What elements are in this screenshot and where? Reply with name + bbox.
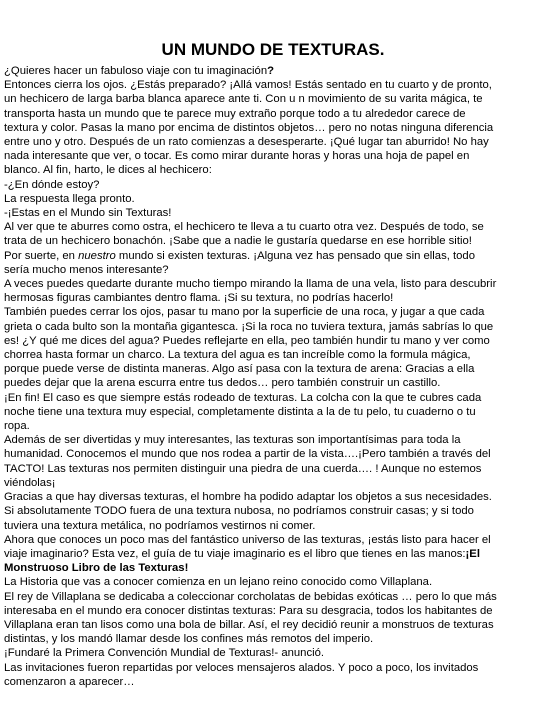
- text-line: [4, 618, 536, 632]
- text-run: A veces puedes quedarte durante mucho tiempo mirando la llama de una vela, listo para descubrir: [4, 278, 497, 291]
- text-line: [4, 305, 536, 319]
- text-line: [4, 575, 536, 589]
- text-run: Monstruoso Libro de las Texturas!: [4, 562, 189, 575]
- text-run: -¡Estas en el Mundo sin Texturas!: [4, 207, 172, 220]
- text-run: sería mucho menos interesante?: [4, 263, 169, 276]
- text-run: grieta o cada bulto son la montaña gigantesca. ¡Si la roca no tuviera textura, jamás sabrías lo que: [4, 320, 494, 333]
- text-run: nada interesante que ver, o tocar. Es como mirar durante horas y horas una hoja de papel en: [4, 150, 470, 163]
- text-line: [4, 206, 536, 220]
- text-run: hermosas figuras cambiantes dentro flama. ¡Si su textura, no podrías hacerlo!: [4, 292, 394, 305]
- text-line: [4, 334, 536, 348]
- text-run: ¿Quieres hacer un fabuloso viaje con tu imaginación: [4, 65, 268, 77]
- text-run: Las invitaciones fueron repartidas por veloces mensajeros alados. Y poco a poco, los invitados: [4, 661, 479, 674]
- text-run: ¡El: [465, 547, 480, 560]
- text-run: ?: [267, 65, 275, 77]
- text-line: [4, 391, 536, 405]
- text-run: distintas, y los mandó llamar desde los confines más remotos del imperio.: [4, 633, 374, 646]
- text-run: Si absolutamente TODO fuera de una textura nubosa, no podríamos construir casas; y si todo: [4, 505, 474, 518]
- text-line: [4, 533, 536, 547]
- text-run: tuviera una textura metálica, no podríamos vestirnos ni comer.: [4, 519, 316, 532]
- text-line: [4, 149, 536, 163]
- text-run: ¡En fin! El caso es que siempre estás rodeado de texturas. La colcha con la que te cubres cada: [4, 391, 482, 404]
- text-run: -¿En dónde estoy?: [4, 178, 100, 191]
- document-title: UN MUNDO DE TEXTURAS.: [161, 40, 385, 59]
- text-run: La respuesta llega pronto.: [4, 192, 135, 205]
- text-run: Por suerte, en: [4, 249, 79, 262]
- text-line: [4, 447, 536, 461]
- text-run: mundo si existen texturas. ¡Alguna vez has pensado que sin ellas, todo: [115, 249, 476, 262]
- document-page: [4, 40, 536, 689]
- text-line: [4, 234, 536, 248]
- text-line: [4, 504, 536, 518]
- text-run: Ahora que conoces un poco mas del fantástico universo de las texturas, ¡estás listo para hacer el: [4, 533, 491, 546]
- text-run: ¡Fundaré la Primera Convención Mundial de Texturas!- anunció.: [4, 647, 325, 660]
- text-run: es! ¿Y qué me dices del agua? Puedes reflejarte en ella, peo también hundir tu mano y ver como: [4, 334, 490, 347]
- text-run: Al ver que te aburres como ostra, el hechicero te lleva a tu cuarto otra vez. Después de todo, se: [4, 221, 484, 234]
- text-line: [4, 362, 536, 376]
- text-line: [4, 462, 536, 476]
- text-line: [4, 646, 536, 660]
- text-line: [4, 135, 536, 149]
- text-run: noche tiene una textura muy especial, completamente distinta a la de tu pelo, tu cuaderno o tu: [4, 405, 476, 418]
- text-line: [4, 661, 536, 675]
- text-run: Gracias a que hay diversas texturas, el hombre ha podido adaptar los objetos a sus necesidades.: [4, 491, 492, 504]
- text-line: [4, 163, 536, 177]
- text-line: [4, 277, 536, 291]
- text-run: También puedes cerrar los ojos, pasar tu mano por la superficie de una roca, y jugar a que cada: [4, 306, 485, 319]
- text-run: textura y color. Pasas la mano por encima de distintos objetos… pero no notas ninguna diferencia: [4, 121, 494, 134]
- text-run: La Historia que vas a conocer comienza en un lejano reino conocido como Villaplana.: [4, 576, 433, 589]
- text-line: [4, 490, 536, 504]
- text-line: [4, 405, 536, 419]
- text-line: [4, 348, 536, 362]
- text-run: TACTO! Las texturas nos permiten distinguir una piedra de una cuerda…. ! Aunque no estemos: [4, 462, 482, 475]
- text-line: [4, 590, 536, 604]
- text-line: [4, 320, 536, 334]
- text-run: nuestro: [78, 249, 116, 262]
- text-line: [4, 220, 536, 234]
- text-line: [4, 561, 536, 575]
- text-run: puedes dejar que la arena escurra entre tus dedos… pero también construir un castillo.: [4, 377, 441, 390]
- text-run: Además de ser divertidas y muy interesantes, las texturas son importantísimas para toda la: [4, 434, 461, 447]
- text-run: porque puede verse de distinta maneras. Algo así pasa con la textura de arena: Gracias a ella: [4, 363, 475, 376]
- text-run: transporta hasta un mundo que te parece muy extraño porque todo a tu alrededor carece de: [4, 107, 466, 120]
- text-run: Entonces cierra los ojos. ¿Estás preparado? ¡Allá vamos! Estás sentado en tu cuarto y de pronto,: [4, 79, 492, 92]
- text-line: [4, 121, 536, 135]
- text-run: un hechicero de larga barba blanca aparece ante ti. Con u n movimiento de su varita mágica, te: [4, 93, 483, 106]
- text-run: chorrea hasta formar un charco. La textura del agua es tan increíble como la formula mágica,: [4, 349, 471, 362]
- text-line: [4, 433, 536, 447]
- text-line: [4, 291, 536, 305]
- text-run: humanidad. Conocemos el mundo que nos rodea a partir de la vista….¡Pero también a través del: [4, 448, 491, 461]
- text-line: [4, 675, 536, 689]
- text-run: viaje imaginario? Esta vez, el guía de tu viaje imaginario es el libro que tienes en las manos:: [4, 547, 466, 560]
- text-line: [4, 632, 536, 646]
- text-line: [4, 78, 536, 92]
- text-line: [4, 419, 536, 433]
- text-line: [4, 263, 536, 277]
- text-line: [4, 376, 536, 390]
- text-run: Villaplana eran tan lisos como una bola de billar. Así, el rey decidió reunir a monstruos de texturas: [4, 618, 494, 631]
- text-line: [4, 476, 536, 490]
- text-run: viéndolas¡: [4, 476, 56, 489]
- text-line: [4, 64, 536, 78]
- text-line: [4, 92, 536, 106]
- text-run: interesaba en el mundo era conocer distintas texturas: Para su desgracia, todos los habitantes de: [4, 604, 493, 617]
- text-run: entre uno y otro. Después de un rato comienzas a desesperarte. ¡Qué lugar tan aburrido! No hay: [4, 136, 489, 149]
- text-run: trata de un hechicero bonachón. ¡Sabe que a nadie le gustaría quedarse en ese horrible sitio!: [4, 235, 472, 248]
- document-body: [4, 64, 536, 689]
- text-run: El rey de Villaplana se dedicaba a coleccionar corcholatas de bebidas exóticas … pero lo que más: [4, 590, 497, 603]
- text-run: comenzaron a aparecer…: [4, 675, 135, 688]
- text-line: [4, 192, 536, 206]
- text-line: [4, 604, 536, 618]
- text-line: [4, 519, 536, 533]
- text-line: [4, 249, 536, 263]
- text-line: [4, 107, 536, 121]
- text-line: [4, 178, 536, 192]
- text-line: [4, 547, 536, 561]
- text-run: blanco. Al fin, harto, le dices al hechicero:: [4, 164, 212, 177]
- text-run: ropa.: [4, 420, 30, 433]
